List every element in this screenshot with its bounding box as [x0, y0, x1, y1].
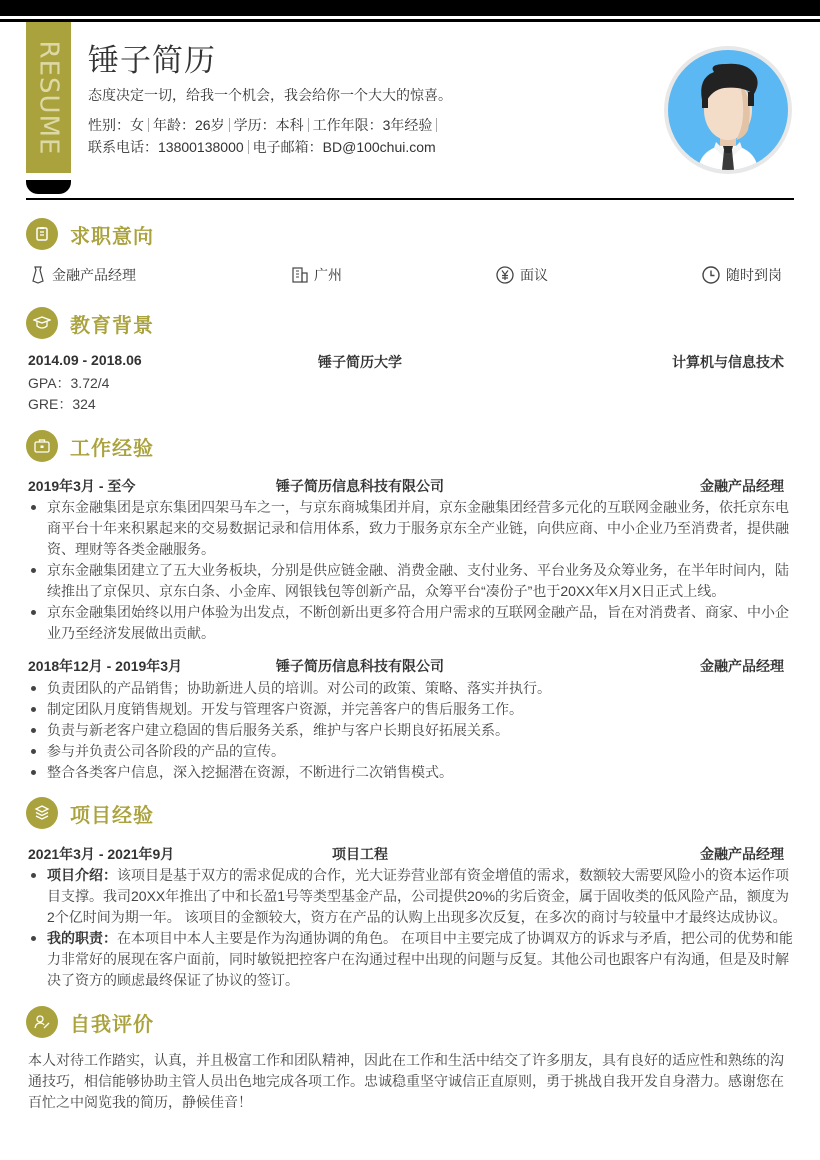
intent-salary-label: 面议: [520, 267, 548, 283]
intent-availability-label: 随时到岗: [726, 267, 782, 283]
project-bullets: [28, 865, 794, 991]
gender: 性别：女: [88, 117, 144, 133]
job-period: 2018年12月 - 2019年3月: [28, 658, 183, 674]
layers-icon: [26, 797, 58, 829]
basic-info-line: [88, 114, 452, 136]
intent-position-label: 金融产品经理: [52, 267, 136, 283]
education-details: [28, 373, 109, 415]
job-position: 金融产品经理: [700, 478, 784, 494]
clock-icon: [702, 266, 720, 284]
email[interactable]: 电子邮箱：BD@100chui.com: [252, 139, 436, 155]
job-bullets: [28, 497, 794, 644]
job-company: 锤子简历信息科技有限公司: [276, 658, 444, 674]
self-evaluation-text: 本人对待工作踏实，认真，并且极富工作和团队精神，因此在工作和生活中结交了许多朋友，具有良好的适应性和熟练的沟通技巧，相信能够协助主管人员出色地完成各项工作。忠诚稳重坚守诚信正直原则，勇于挑战自我开发自身潜力。感谢您在百忙之中阅览我的简历，静候佳音！: [28, 1052, 784, 1110]
resume-tag-cap: [26, 180, 71, 194]
job-position: 金融产品经理: [700, 658, 784, 674]
graduation-cap-icon: [26, 307, 58, 339]
top-rule: [0, 19, 820, 22]
top-black-bar: [0, 0, 820, 16]
section-title: 项目经验: [70, 804, 154, 827]
separator: [308, 118, 309, 132]
motto: 态度决定一切，给我一个机会，我会给你一个大大的惊喜。: [88, 87, 452, 103]
section-intent-header: [26, 218, 154, 250]
separator: [248, 140, 249, 154]
job-row: [28, 476, 784, 498]
job-bullets: [28, 678, 794, 783]
job-company: 锤子简历信息科技有限公司: [276, 478, 444, 494]
list-item: [28, 865, 794, 928]
project-position: 金融产品经理: [700, 846, 784, 862]
bullet-label: 项目介绍：: [47, 867, 117, 883]
education-period: 2014.09 - 2018.06: [28, 352, 142, 368]
job-intent-row: [30, 265, 790, 287]
section-title: 教育背景: [70, 314, 154, 337]
bullet-text: 在本项目中本人主要是作为沟通协调的角色。 在项目中主要完成了协调双方的诉求与矛盾，把公司的优势和能力非常好的展现在客户面前，同时敏锐把控客户在沟通过程中出现的问题与反复。其他公司也跟客户有沟通，但是及时解决了资方的顾虑最终保证了协议的签订。: [47, 930, 793, 988]
avatar-illustration: [668, 50, 788, 170]
section-title: 求职意向: [70, 225, 154, 248]
resume-tag-text: RESUME: [33, 40, 64, 155]
clipboard-icon: [26, 218, 58, 250]
tie-icon: [30, 266, 46, 284]
intent-city-label: 广州: [314, 267, 342, 283]
section-title: 自我评价: [70, 1013, 154, 1036]
gre: GRE：324: [28, 396, 96, 412]
intent-salary: [496, 265, 548, 285]
age: 年龄：26岁: [153, 117, 225, 133]
list-item: 京东金融集团建立了五大业务板块，分别是供应链金融、消费金融、支付业务、平台业务及众筹业务，在半年时间内，陆续推出了京保贝、京东白条、小金库、网银钱包等创新产品，众筹平台“凑份子”也于20XX年X月X日正式上线。: [28, 560, 794, 602]
yen-icon: [496, 266, 514, 284]
list-item: 京东金融集团是京东集团四架马车之一，与京东商城集团并肩，京东金融集团经营多元化的互联网金融业务，依托京东电商平台十年来积累起来的交易数据记录和信用体系，致力于服务京东全产业链，向供应商、中小企业乃至消费者，提供融资、理财等各类金融服务。: [28, 497, 794, 560]
briefcase-icon: [26, 430, 58, 462]
header-divider: [26, 198, 794, 200]
candidate-name: 锤子简历: [88, 43, 216, 78]
project-name: 项目工程: [332, 846, 388, 862]
major: 计算机与信息技术: [672, 354, 784, 370]
job-row: [28, 656, 784, 678]
list-item: 制定团队月度销售规划。开发与管理客户资源，并完善客户的售后服务工作。: [28, 699, 794, 720]
building-icon: [292, 266, 308, 284]
person-icon: [26, 1006, 58, 1038]
gpa: GPA：3.72/4: [28, 375, 110, 391]
list-item: 参与并负责公司各阶段的产品的宣传。: [28, 741, 794, 762]
school-name: 锤子简历大学: [318, 354, 402, 370]
education-row: [28, 352, 784, 374]
list-item: 京东金融集团始终以用户体验为出发点，不断创新出更多符合用户需求的互联网金融产品，旨在对消费者、商家、中小企业乃至经济发展做出贡献。: [28, 602, 794, 644]
separator: [229, 118, 230, 132]
intent-city: [292, 265, 342, 285]
bullet-label: 我的职责：: [47, 930, 117, 946]
section-self-eval-header: [26, 1006, 154, 1038]
list-item: [28, 928, 794, 991]
project-row: [28, 844, 784, 866]
resume-vertical-tag: [26, 22, 71, 173]
intent-position: [30, 265, 136, 285]
bullet-text: 该项目是基于双方的需求促成的合作，光大证券营业部有资金增值的需求，数额较大需要风险小的资本运作项目支撑。我司20XX年推出了中和长盈1号等类型基金产品，公司提供20%的劣后资金，属于固收类的低风险产品，额度为2个亿时间为期一年。 该项目的金额较大，资方在产品的认购上出现多次反复，在多次的商讨与较量中才最终达成协议。: [47, 867, 790, 925]
list-item: 负责团队的产品销售；协助新进人员的培训。对公司的政策、策略、落实并执行。: [28, 678, 794, 699]
avatar: [664, 46, 792, 174]
section-title: 工作经验: [70, 437, 154, 460]
separator: [436, 118, 437, 132]
header: [88, 40, 452, 158]
list-item: 整合各类客户信息，深入挖掘潜在资源，不断进行二次销售模式。: [28, 762, 794, 783]
list-item: 负责与新老客户建立稳固的售后服务关系，维护与客户长期良好拓展关系。: [28, 720, 794, 741]
phone: 联系电话：13800138000: [88, 139, 244, 155]
section-work-header: [26, 430, 154, 462]
education-level: 学历：本科: [233, 117, 304, 133]
section-project-header: [26, 797, 154, 829]
separator: [148, 118, 149, 132]
job-period: 2019年3月 - 至今: [28, 478, 136, 494]
contact-info-line: [88, 136, 452, 158]
intent-availability: [702, 265, 782, 285]
work-years: 工作年限：3年经验: [312, 117, 433, 133]
section-education-header: [26, 307, 154, 339]
project-period: 2021年3月 - 2021年9月: [28, 846, 175, 862]
